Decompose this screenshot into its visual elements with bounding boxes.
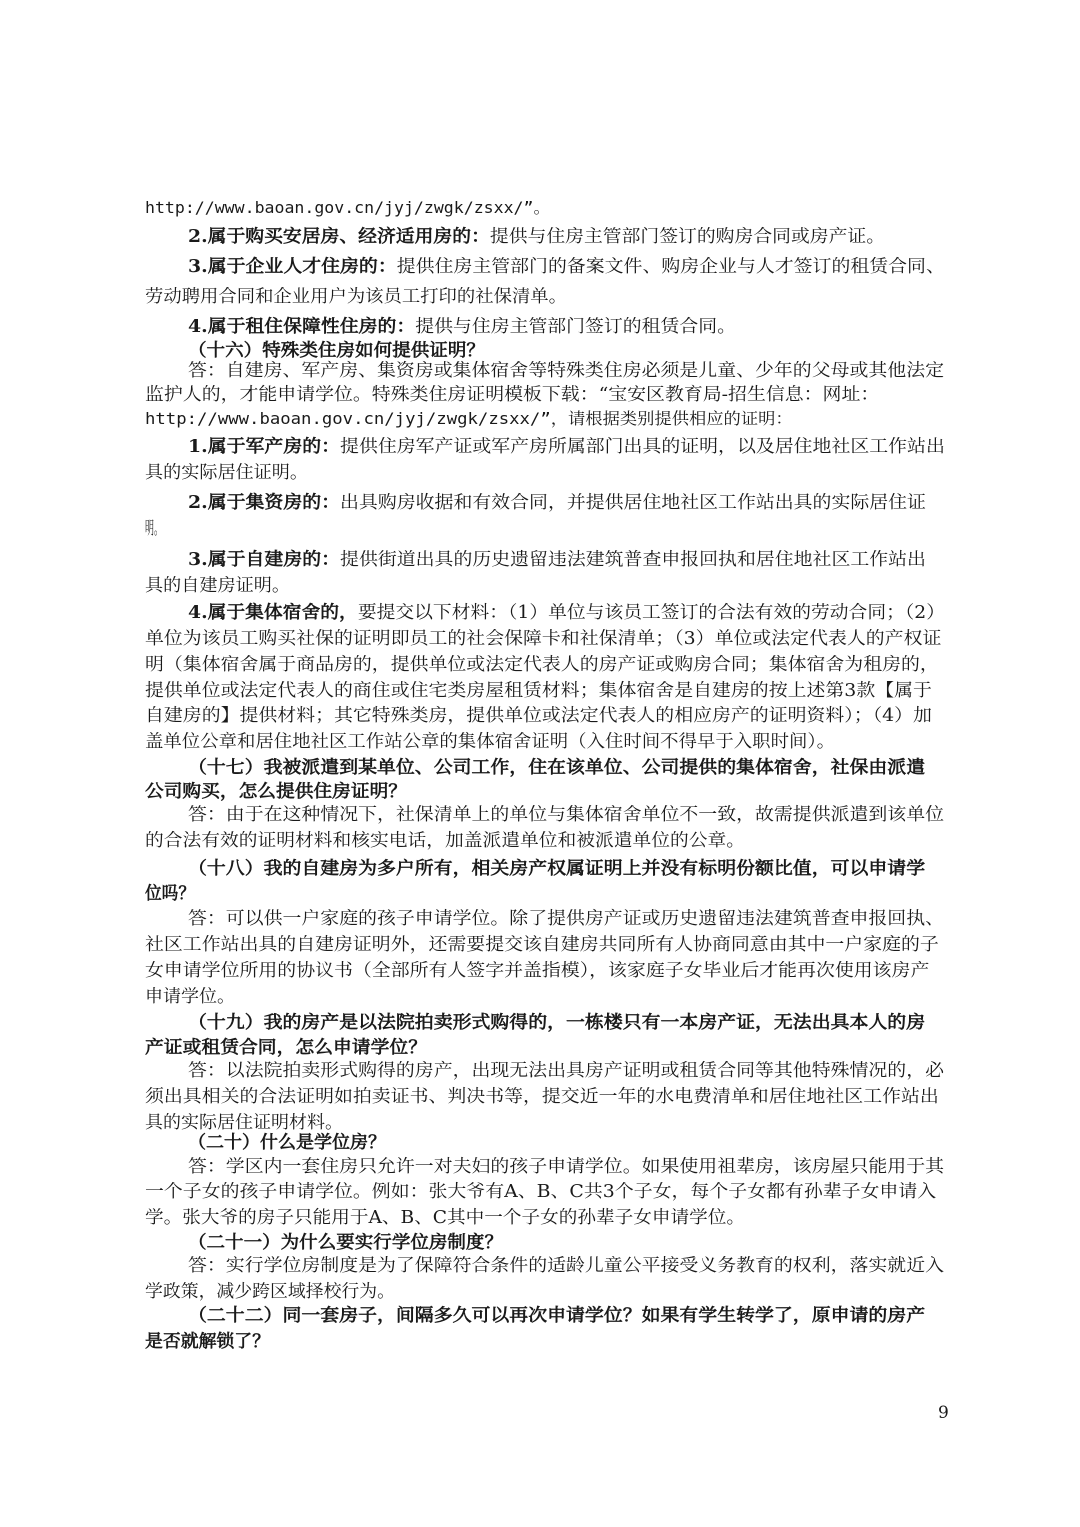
text-span: 提供住房主管部门的备案文件、购房企业与人才签订的租赁合同、 <box>396 257 945 277</box>
text-line <box>145 829 745 855</box>
text-line <box>145 704 932 730</box>
bold-text: （二十）什么是学位房？ <box>188 1133 387 1153</box>
text-line <box>145 1280 395 1306</box>
bold-text: 产证或租赁合同，怎么申请学位？ <box>145 1038 428 1058</box>
text-line <box>145 730 835 756</box>
text-span: 答：自建房、军产房、集资房或集体宿舍等特殊类住房必须是儿童、少年的父母或其他法定 <box>188 361 944 381</box>
text-line <box>188 255 945 281</box>
text-line-content <box>188 1254 944 1278</box>
text-line-content <box>145 1206 745 1230</box>
text-line <box>188 1304 926 1330</box>
text-span: 答：以法院拍卖形式购得的房产，出现无法出具房产证明或租赁合同等其他特殊情况的，必 <box>188 1061 944 1081</box>
text-span: 劳动聘用合同和企业用户为该员工打印的社保清单。 <box>145 287 567 307</box>
bold-text: 3.属于企业人才住房的： <box>188 257 397 277</box>
text-line <box>145 285 567 311</box>
text-line <box>188 491 926 517</box>
text-line-content <box>145 627 941 651</box>
text-line <box>145 959 930 985</box>
text-line <box>188 601 945 627</box>
bold-text: 1.属于军产房的： <box>188 437 341 457</box>
text-span: 女申请学位所用的协议书（全部所有人签字并盖指模），该家庭子女毕业后才能再次使用该房产 <box>145 961 930 981</box>
text-line <box>188 1059 944 1085</box>
bold-text: （十九）我的房产是以法院拍卖形式购得的，一栋楼只有一本房产证，无法出具本人的房 <box>188 1013 926 1033</box>
text-line-content <box>145 1180 936 1204</box>
text-line <box>188 907 944 933</box>
text-span: 明（集体宿舍属于商品房的，提供单位或法定代表人的房产证或购房合同；集体宿舍为租房的， <box>145 655 939 675</box>
text-line-content <box>145 285 567 309</box>
text-span: http://www.baoan.gov.cn/jyj/zwgk/zsxx/”，请根据类别提供相应的证明： <box>145 409 793 428</box>
text-line <box>145 1085 939 1111</box>
text-line <box>145 627 942 653</box>
bold-text: （十七）我被派遣到某单位、公司工作，住在该单位、公司提供的集体宿舍，社保由派遣 <box>188 758 926 778</box>
text-span: 提供街道出具的历史遗留违法建筑普查申报回执和居住地社区工作站出 <box>340 550 926 570</box>
text-line-content <box>145 780 407 804</box>
text-line <box>145 461 308 487</box>
text-span: 社区工作站出具的自建房证明外，还需要提交该自建房共同所有人协商同意由其中一户家庭的子 <box>145 935 939 955</box>
text-line-content <box>145 407 793 431</box>
text-line <box>145 985 236 1011</box>
bold-text: 4.属于租住保障性住房的： <box>188 317 416 337</box>
text-line-content <box>145 461 308 485</box>
text-line <box>145 574 290 600</box>
text-line-content <box>145 882 195 906</box>
text-line-content <box>145 985 235 1009</box>
text-span: 学。张大爷的房子只能用于A、B、C其中一个子女的孙辈子女申请学位。 <box>145 1208 745 1228</box>
text-line <box>188 803 944 829</box>
text-line-content <box>188 1011 925 1035</box>
text-span: 答：学区内一套住房只允许一对夫妇的孩子申请学位。如果使用祖辈房，该房屋只能用于其 <box>188 1157 944 1177</box>
text-line-content <box>145 1036 427 1060</box>
bold-text: （二十一）为什么要实行学位房制度？ <box>188 1233 503 1253</box>
text-line-content <box>188 857 925 881</box>
text-span: 答：实行学位房制度是为了保障符合条件的适龄儿童公平接受义务教育的权利，落实就近入 <box>188 1256 944 1276</box>
text-span: 具的实际居住证明材料。 <box>145 1113 344 1133</box>
bold-text: 是否就解锁了？ <box>145 1332 270 1352</box>
bold-text: （十八）我的自建房为多户所有，相关房产权属证明上并没有标明份额比值，可以申请学 <box>188 859 926 879</box>
text-line-content <box>145 704 932 728</box>
text-line <box>145 653 939 679</box>
text-line-content <box>188 1155 944 1179</box>
text-line-content <box>188 1231 503 1255</box>
text-line <box>188 1254 944 1280</box>
text-line-content <box>188 601 945 625</box>
text-line <box>145 407 793 433</box>
text-span: 申请学位。 <box>145 987 236 1007</box>
bold-text: 4.属于集体宿舍的， <box>188 603 358 623</box>
text-line <box>188 359 944 385</box>
text-span: 单位为该员工购买社保的证明即员工的社会保障卡和社保清单；（3）单位或法定代表人的产权证 <box>145 629 942 649</box>
text-line-content <box>145 574 290 598</box>
text-line-content <box>188 225 885 249</box>
text-line-content <box>145 1330 270 1354</box>
text-span: 答：可以供一户家庭的孩子申请学位。除了提供房产证或历史遗留违法建筑普查申报回执、 <box>188 909 944 929</box>
text-line-content <box>145 933 939 957</box>
text-line <box>188 548 926 574</box>
text-line-content <box>145 959 929 983</box>
text-line <box>188 1131 387 1157</box>
text-line-content <box>188 255 945 279</box>
bold-text: 2.属于购买安居房、经济适用房的： <box>188 227 490 247</box>
page-number: 9 <box>938 1403 949 1423</box>
text-span: 盖单位公章和居住地社区工作站公章的集体宿舍证明（入住时间不得早于入职时间）。 <box>145 732 835 752</box>
text-line-content <box>188 1131 386 1155</box>
text-span: 具的自建房证明。 <box>145 576 290 596</box>
text-span: 的合法有效的证明材料和核实电话，加盖派遣单位和被派遣单位的公章。 <box>145 831 745 851</box>
text-line <box>145 882 198 908</box>
text-span: 提供单位或法定代表人的商住或住宅类房屋租赁材料；集体宿舍是自建房的按上述第3款【属于 <box>145 681 932 701</box>
text-line <box>188 756 926 782</box>
text-line <box>145 1206 745 1232</box>
bold-text: 公司购买，怎么提供住房证明？ <box>145 782 408 802</box>
text-line <box>145 1180 937 1206</box>
text-line <box>188 1155 944 1181</box>
text-span: 提供住房军产证或军产房所属部门出具的证明，以及居住地社区工作站出 <box>340 437 945 457</box>
text-line-content <box>188 548 926 572</box>
text-line <box>188 857 926 883</box>
text-span: 明。 <box>145 519 164 539</box>
text-span: http://www.baoan.gov.cn/jyj/zwgk/zsxx/”。 <box>145 198 551 217</box>
text-line-content <box>188 907 944 931</box>
text-span: 监护人的，才能申请学位。特殊类住房证明模板下载：“宝安区教育局-招生信息：网址： <box>145 385 880 405</box>
bold-text: （十六）特殊类住房如何提供证明？ <box>188 341 485 361</box>
text-line-content <box>145 829 745 853</box>
text-line <box>145 383 880 409</box>
text-line-content <box>188 1304 925 1328</box>
text-span: 提供与住房主管部门签订的购房合同或房产证。 <box>489 227 886 247</box>
text-span: 要提交以下材料：（1）单位与该员工签订的合法有效的劳动合同；（2） <box>357 603 945 623</box>
text-span: 自建房的】提供材料；其它特殊类房，提供单位或法定代表人的相应房产的证明资料）；（4）加 <box>145 706 932 726</box>
text-line-content <box>188 315 736 339</box>
bold-text: 2.属于集资房的： <box>188 493 341 513</box>
text-line-content <box>145 653 939 677</box>
text-span: 具的实际居住证明。 <box>145 463 308 483</box>
text-line-content <box>188 491 926 515</box>
text-line-content <box>145 730 835 754</box>
text-line <box>188 225 886 251</box>
text-line-content <box>145 1280 395 1304</box>
text-line <box>188 1011 926 1037</box>
text-line-content <box>145 517 163 541</box>
text-line <box>145 679 932 705</box>
bold-text: 3.属于自建房的： <box>188 550 341 570</box>
text-line <box>145 933 939 959</box>
text-line <box>188 315 736 341</box>
text-line <box>188 435 945 461</box>
text-line-content <box>145 196 550 220</box>
text-line-content <box>188 359 944 383</box>
text-span: 学政策，减少跨区域择校行为。 <box>145 1282 395 1302</box>
text-line-content <box>188 1059 944 1083</box>
text-line-content <box>188 803 944 827</box>
text-span: 出具购房收据和有效合同，并提供居住地社区工作站出具的实际居住证 <box>340 493 926 513</box>
text-span: 提供与住房主管部门签订的租赁合同。 <box>415 317 736 337</box>
text-line-content <box>188 435 945 459</box>
bold-text: （二十二）同一套房子，间隔多久可以再次申请学位？如果有学生转学了，原申请的房产 <box>188 1306 926 1326</box>
text-span: 答：由于在这种情况下，社保清单上的单位与集体宿舍单位不一致，故需提供派遣到该单位 <box>188 805 944 825</box>
text-line-content <box>145 383 879 407</box>
text-line <box>145 196 551 222</box>
text-line <box>145 1330 268 1356</box>
text-line-content <box>145 679 932 703</box>
text-span: 须出具相关的合法证明如拍卖证书、判决书等，提交近一年的水电费清单和居住地社区工作站出 <box>145 1087 939 1107</box>
text-line-content <box>188 756 925 780</box>
bold-text: 位吗？ <box>145 884 196 904</box>
text-line-content <box>145 1085 939 1109</box>
text-span: 一个子女的孩子申请学位。例如：张大爷有A、B、C共3个子女，每个子女都有孙辈子女申请入 <box>145 1182 937 1202</box>
text-line <box>145 517 180 543</box>
